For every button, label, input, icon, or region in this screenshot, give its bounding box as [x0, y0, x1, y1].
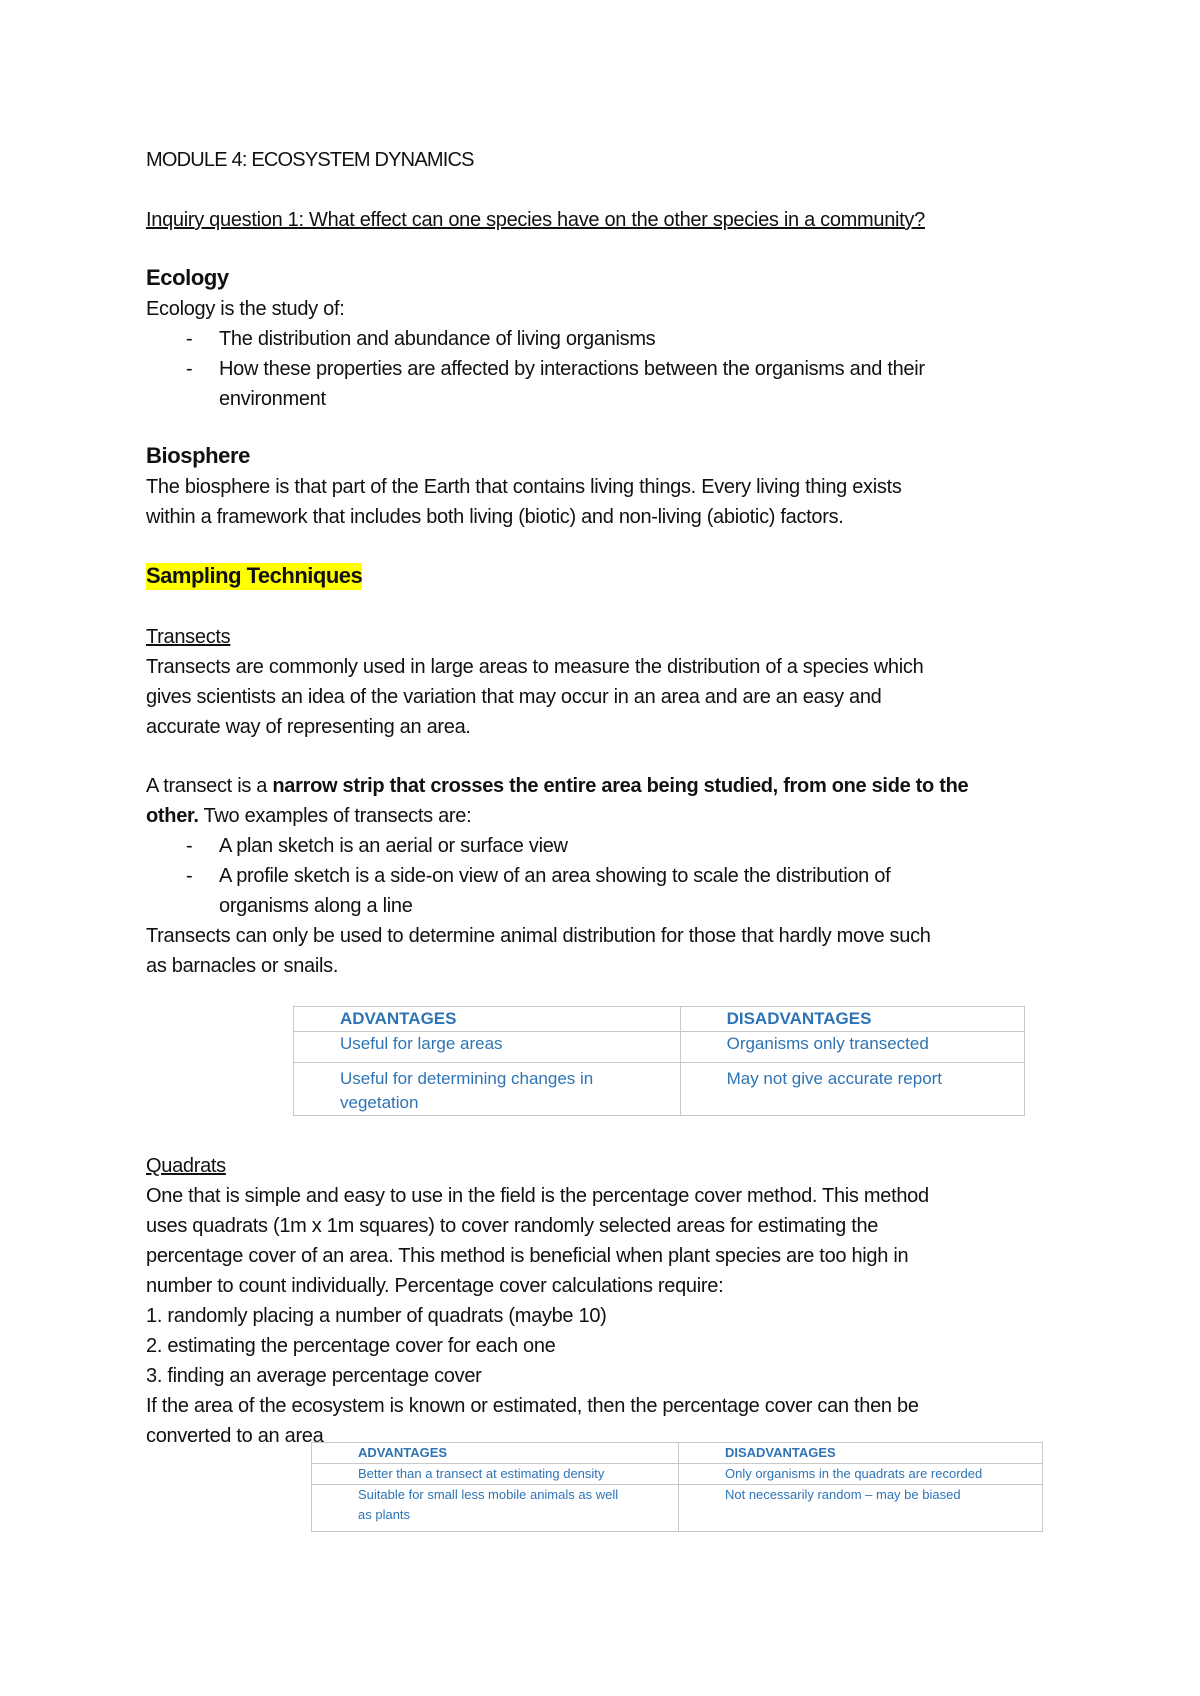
transects-table — [293, 1006, 1025, 1116]
transect-definition — [146, 771, 968, 801]
transect-definition-cont — [146, 801, 471, 831]
definition-bold: other. — [146, 805, 199, 827]
quadrats-paragraph: One that is simple and easy to use in the field is the percentage cover method. This method — [146, 1185, 929, 1207]
transects-paragraph: Transects are commonly used in large areas to measure the distribution of a species which — [146, 656, 924, 678]
transects-paragraph: gives scientists an idea of the variation that may occur in an area and are an easy and — [146, 686, 882, 708]
quadrats-heading: Quadrats — [146, 1155, 226, 1177]
inquiry-label: Inquiry question 1 — [146, 209, 299, 231]
bullet-dash: - — [186, 328, 193, 350]
bullet-dash: - — [186, 358, 193, 380]
biosphere-paragraph: The biosphere is that part of the Earth that contains living things. Every living thing exists — [146, 476, 902, 498]
ecology-bullet: The distribution and abundance of living organisms — [219, 328, 656, 350]
quadrats-step: 2. estimating the percentage cover for each one — [146, 1335, 556, 1357]
transect-bullet: A plan sketch is an aerial or surface view — [219, 835, 568, 857]
table-header-disadvantages: DISADVANTAGES — [678, 1443, 1042, 1464]
inquiry-question — [146, 205, 925, 235]
cell-line: vegetation — [340, 1093, 419, 1112]
ecology-bullet: How these properties are affected by interactions between the organisms and their — [219, 358, 925, 380]
definition-prefix: A transect is a — [146, 775, 273, 797]
definition-bold: narrow strip that crosses the entire area being studied, from one side to the — [272, 775, 969, 797]
table-cell: Better than a transect at estimating density — [312, 1464, 679, 1485]
bullet-dash: - — [186, 865, 193, 887]
inquiry-text: : What effect can one species have on the other species in a community? — [298, 209, 925, 231]
transects-paragraph: accurate way of representing an area. — [146, 716, 471, 738]
ecology-bullet-cont: environment — [219, 388, 326, 410]
quadrats-paragraph: uses quadrats (1m x 1m squares) to cover randomly selected areas for estimating the — [146, 1215, 879, 1237]
bullet-dash: - — [186, 835, 193, 857]
transects-heading: Transects — [146, 626, 231, 648]
page-title: MODULE 4: ECOSYSTEM DYNAMICS — [146, 149, 474, 171]
sampling-heading-highlight: Sampling Techniques — [146, 563, 363, 588]
quadrats-paragraph: converted to an area — [146, 1425, 324, 1447]
quadrats-paragraph: number to count individually. Percentage cover calculations require: — [146, 1275, 724, 1297]
table-header-advantages: ADVANTAGES — [294, 1007, 681, 1032]
table-cell — [312, 1485, 679, 1532]
definition-suffix: Two examples of transects are: — [198, 805, 472, 827]
table-cell — [294, 1063, 681, 1116]
sampling-heading — [146, 561, 362, 592]
table-cell: Not necessarily random – may be biased — [678, 1485, 1042, 1532]
quadrats-paragraph: percentage cover of an area. This method is beneficial when plant species are too high in — [146, 1245, 909, 1267]
table-cell: Useful for large areas — [294, 1032, 681, 1063]
table-cell: Only organisms in the quadrats are recorded — [678, 1464, 1042, 1485]
transect-bullet-cont: organisms along a line — [219, 895, 413, 917]
cell-line: as plants — [358, 1507, 411, 1522]
ecology-intro: Ecology is the study of: — [146, 298, 345, 320]
table-header-disadvantages: DISADVANTAGES — [680, 1007, 1024, 1032]
transects-note: Transects can only be used to determine animal distribution for those that hardly move such — [146, 925, 931, 947]
quadrats-step: 3. finding an average percentage cover — [146, 1365, 482, 1387]
cell-line: Suitable for small less mobile animals as well — [358, 1487, 619, 1502]
ecology-heading: Ecology — [146, 265, 229, 290]
cell-line: Useful for determining changes in — [340, 1069, 594, 1088]
table-cell: Organisms only transected — [680, 1032, 1024, 1063]
transects-note: as barnacles or snails. — [146, 955, 339, 977]
table-header-advantages: ADVANTAGES — [312, 1443, 679, 1464]
quadrats-step: 1. randomly placing a number of quadrats (maybe 10) — [146, 1305, 607, 1327]
transect-bullet: A profile sketch is a side-on view of an area showing to scale the distribution of — [219, 865, 891, 887]
quadrats-paragraph: If the area of the ecosystem is known or estimated, then the percentage cover can then be — [146, 1395, 919, 1417]
table-cell: May not give accurate report — [680, 1063, 1024, 1116]
biosphere-paragraph: within a framework that includes both living (biotic) and non-living (abiotic) factors. — [146, 506, 844, 528]
quadrats-table — [311, 1442, 1043, 1532]
biosphere-heading: Biosphere — [146, 443, 250, 468]
